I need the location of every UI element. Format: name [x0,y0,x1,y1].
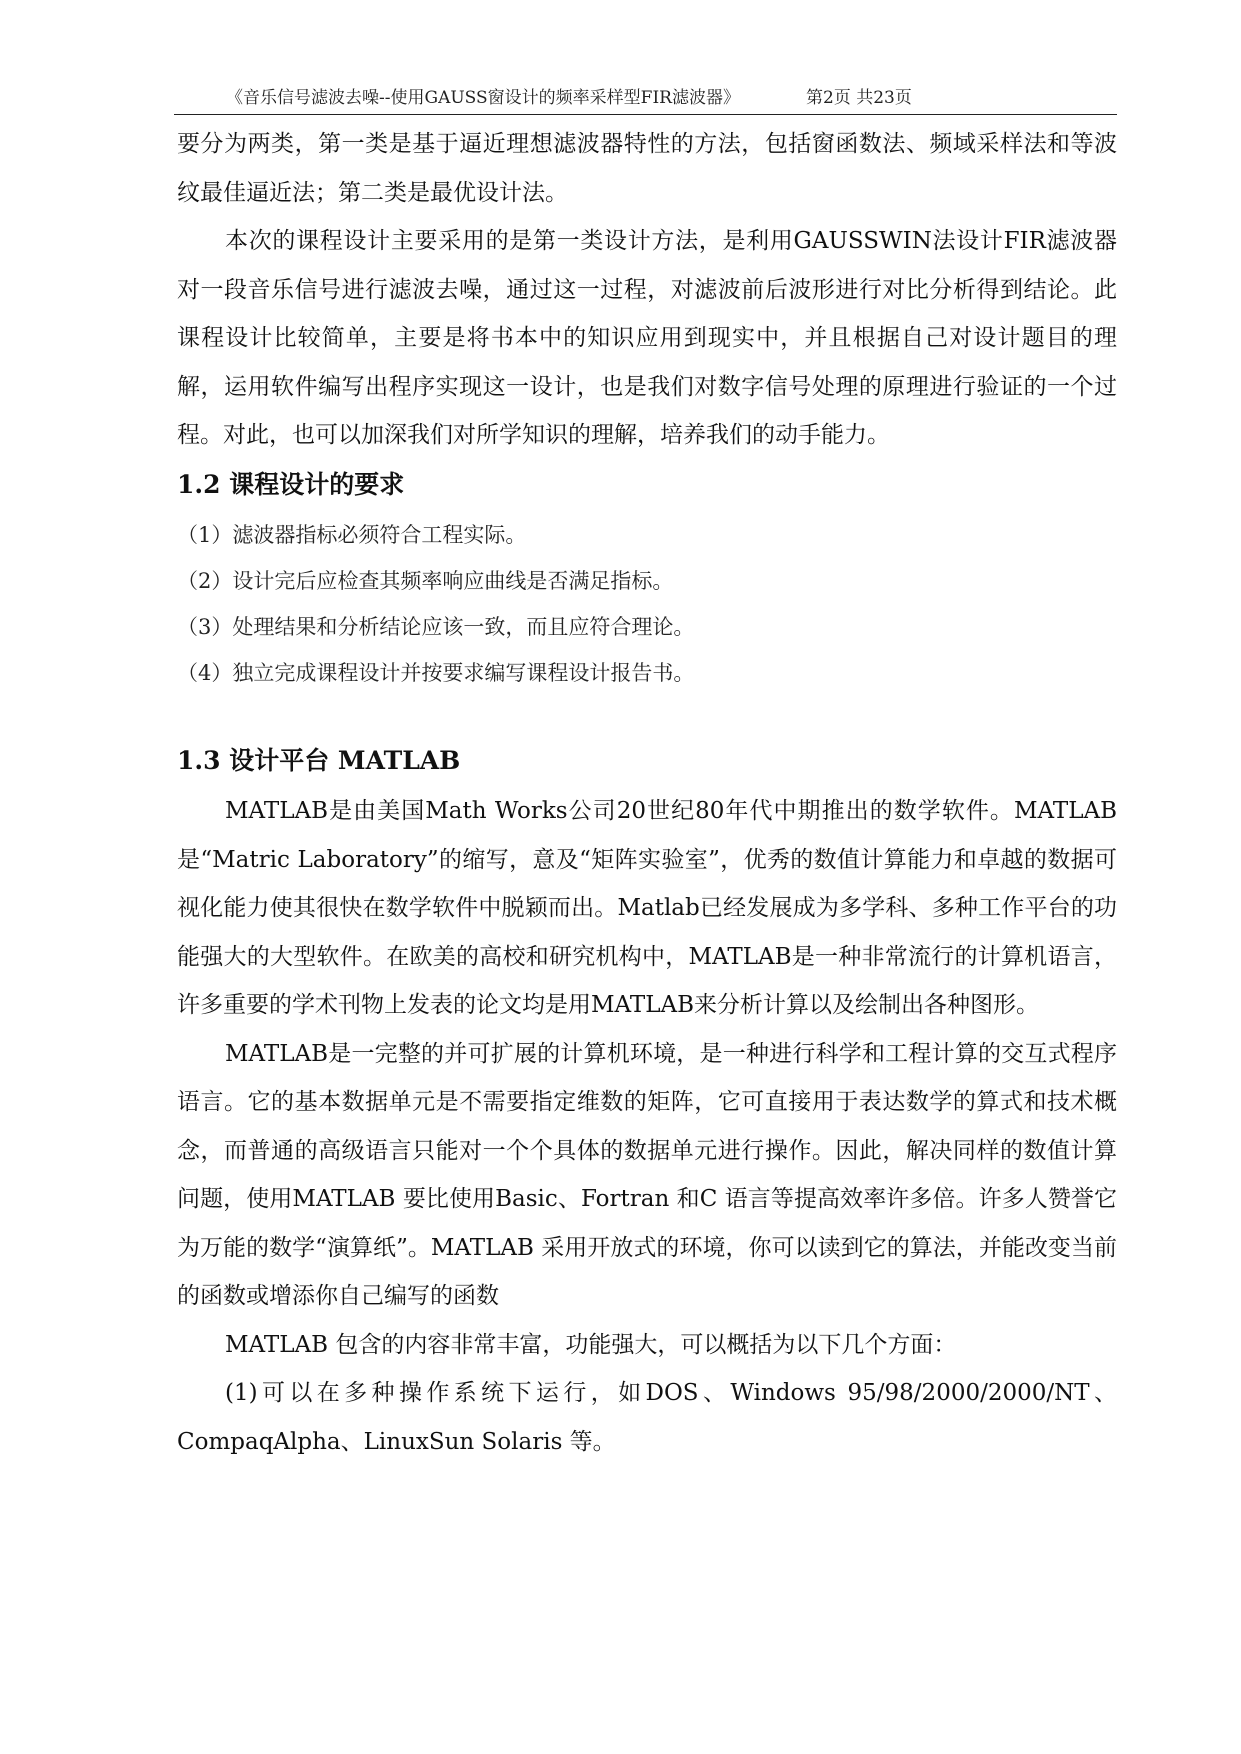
section-heading-1-3: 1.3 设计平台 MATLAB [177,746,461,775]
matlab-paragraph-2: MATLAB是一完整的并可扩展的计算机环境，是一种进行科学和工程计算的交互式程序语言。它的基本数据单元是不需要指定维数的矩阵，它可直接用于表达数学的算式和技术概念，而普通的高级语言只能对一个个具体的数据单元进行操作。因此，解决同样的数值计算问题，使用MATLAB 要比使用Basic、Fortran 和C 语言等提高效率许多倍。许多人赞誉它为万能的数学“演算纸”。MATLAB 采用开放式的环境，你可以读到它的算法，并能改变当前的函数或增添你自己编写的函数 [177,1040,1117,1309]
page-number: 第2页 共23页 [806,88,912,108]
list-item: （1）滤波器指标必须符合工程实际。 [177,523,527,547]
requirements-list [177,512,1117,696]
list-item: （2）设计完后应检查其频率响应曲线是否满足指标。 [177,569,674,593]
list-item: （3）处理结果和分析结论应该一致，而且应符合理论。 [177,615,695,639]
intro-paragraph-2: 本次的课程设计主要采用的是第一类设计方法，是利用GAUSSWIN法设计FIR滤波器对一段音乐信号进行滤波去噪，通过这一过程，对滤波前后波形进行对比分析得到结论。此课程设计比较简单，主要是将书本中的知识应用到现实中，并且根据自己对设计题目的理解，运用软件编写出程序实现这一设计，也是我们对数字信号处理的原理进行验证的一个过程。对此，也可以加深我们对所学知识的理解，培养我们的动手能力。 [177,228,1117,448]
page-header [174,82,1117,115]
matlab-section [177,787,1117,1466]
matlab-paragraph-1: MATLAB是由美国Math Works公司20世纪80年代中期推出的数学软件。MATLAB是“Matric Laboratory”的缩写，意及“矩阵实验室”，优秀的数值计算能力和卓越的数据可视化能力使其很快在数学软件中脱颖而出。Matlab已经发展成为多学科、多种工作平台的功能强大的大型软件。在欧美的高校和研究机构中，MATLAB是一种非常流行的计算机语言，许多重要的学术刊物上发表的论文均是用MATLAB来分析计算以及绘制出各种图形。 [177,798,1117,1018]
matlab-paragraph-3: MATLAB 包含的内容非常丰富，功能强大，可以概括为以下几个方面： [225,1331,957,1358]
matlab-paragraph-4: (1)可以在多种操作系统下运行，如DOS、Windows 95/98/2000/2000/NT、CompaqAlpha、LinuxSun Solaris 等。 [177,1380,1117,1455]
intro-paragraph-1: 要分为两类，第一类是基于逼近理想滤波器特性的方法，包括窗函数法、频域采样法和等波纹最佳逼近法；第二类是最优设计法。 [177,131,1117,206]
document-title: 《音乐信号滤波去噪--使用GAUSS窗设计的频率采样型FIR滤波器》 [226,88,740,108]
list-item: （4）独立完成课程设计并按要求编写课程设计报告书。 [177,661,695,685]
section-heading-1-2: 1.2 课程设计的要求 [177,470,405,499]
intro-section [177,120,1117,460]
